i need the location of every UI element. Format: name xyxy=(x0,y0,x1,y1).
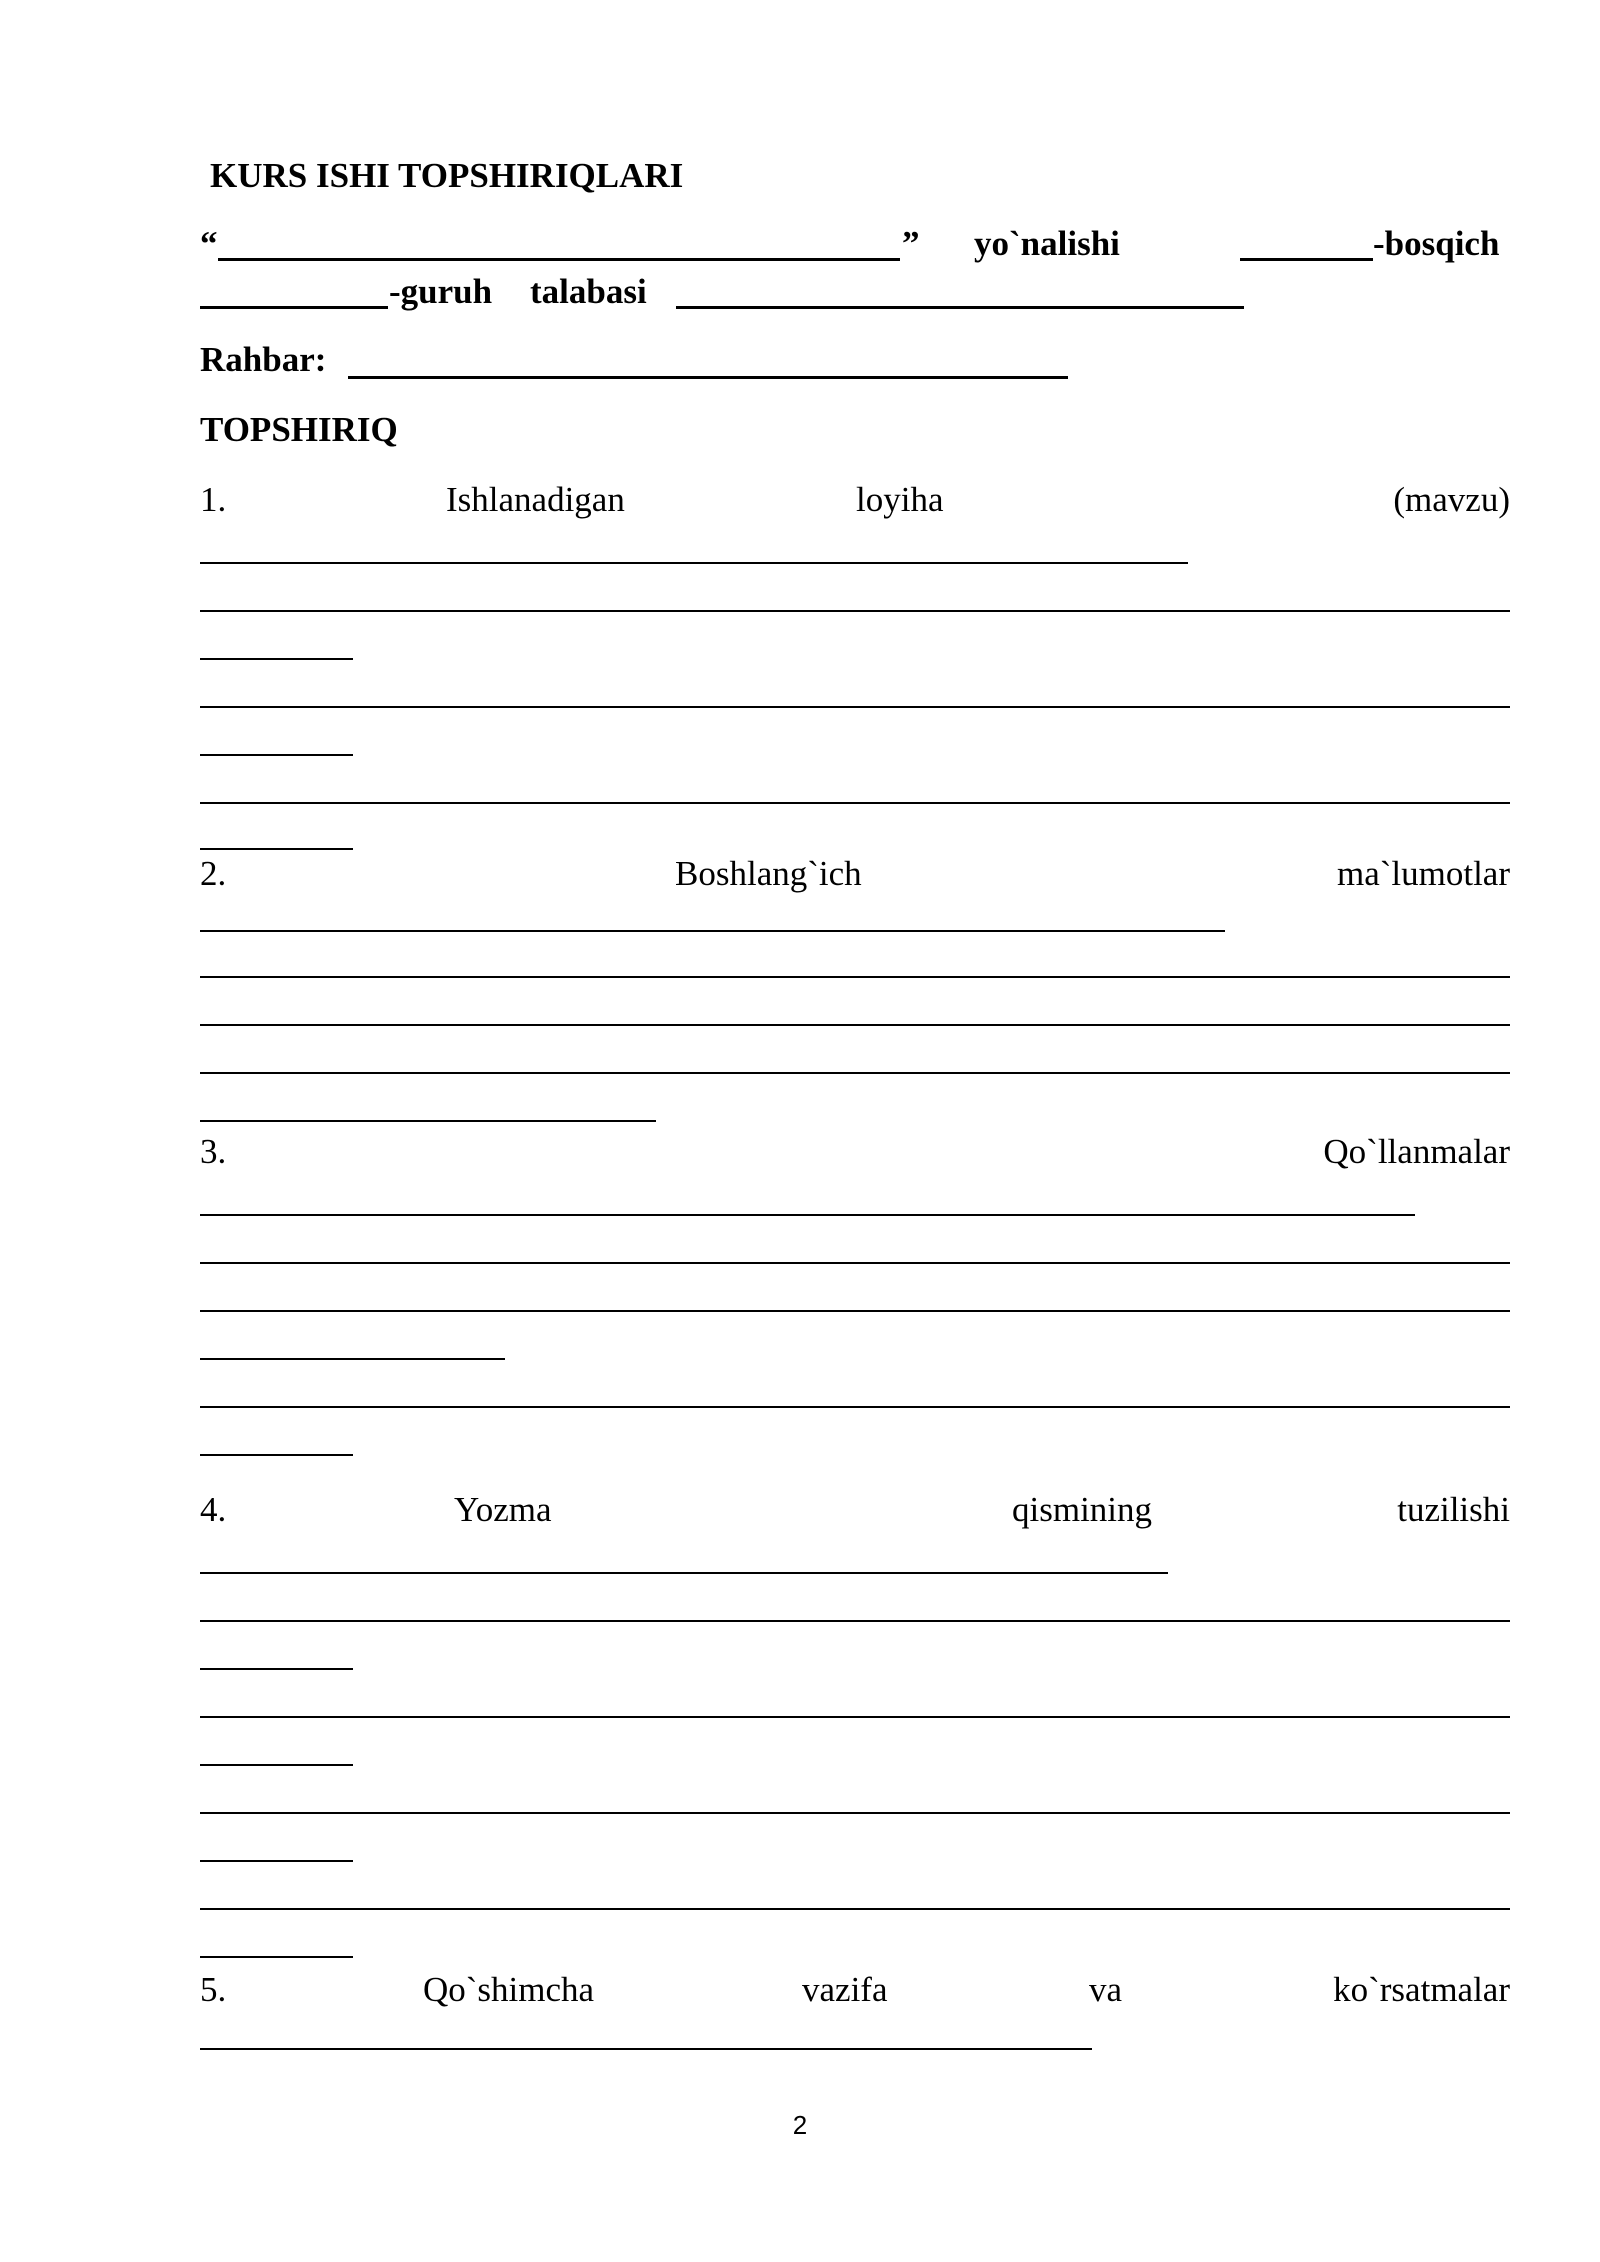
item-5-word-3: va xyxy=(1089,1970,1123,2009)
item-1-line-3[interactable] xyxy=(200,658,353,660)
item-4-line-4[interactable] xyxy=(200,1716,1510,1718)
direction-label: yo`nalishi xyxy=(974,224,1120,263)
item-2-line-2[interactable] xyxy=(200,976,1510,978)
item-3-line-1[interactable] xyxy=(200,1214,1415,1216)
item-3-line-5[interactable] xyxy=(200,1406,1510,1408)
item-1-word-2: loyiha xyxy=(856,480,944,519)
student-label: talabasi xyxy=(530,272,647,311)
item-4-line-5[interactable] xyxy=(200,1764,353,1766)
close-quote: ” xyxy=(902,224,920,263)
student-name-blank[interactable] xyxy=(676,306,1244,309)
page-number: 2 xyxy=(792,2110,808,2140)
item-2-word-1: Boshlang`ich xyxy=(675,854,862,893)
item-4-line-6[interactable] xyxy=(200,1812,1510,1814)
supervisor-name-blank[interactable] xyxy=(348,376,1068,379)
item-3-line-4[interactable] xyxy=(200,1358,505,1360)
item-1-line-6[interactable] xyxy=(200,802,1510,804)
stage-blank[interactable] xyxy=(1240,258,1373,261)
item-4-line-9[interactable] xyxy=(200,1956,353,1958)
item-1-word-3: (mavzu) xyxy=(1393,480,1510,519)
open-quote: “ xyxy=(200,224,218,263)
item-5-number: 5. xyxy=(200,1970,227,2009)
item-1-line-7[interactable] xyxy=(200,848,353,850)
item-4-line-3[interactable] xyxy=(200,1668,353,1670)
item-1-line-4[interactable] xyxy=(200,706,1510,708)
item-2-line-5[interactable] xyxy=(200,1120,656,1122)
item-1-line-5[interactable] xyxy=(200,754,353,756)
item-5-word-2: vazifa xyxy=(802,1970,888,2009)
item-1-number: 1. xyxy=(200,480,227,519)
item-1-word-1: Ishlanadigan xyxy=(446,480,625,519)
group-label: -guruh xyxy=(389,272,493,311)
task-heading: TOPSHIRIQ xyxy=(200,410,398,449)
item-3-word-1: Qo`llanmalar xyxy=(1323,1132,1510,1171)
direction-name-blank[interactable] xyxy=(218,258,900,261)
item-3-line-6[interactable] xyxy=(200,1454,353,1456)
stage-label: -bosqich xyxy=(1373,224,1500,263)
item-3-number: 3. xyxy=(200,1132,227,1171)
item-4-word-1: Yozma xyxy=(454,1490,552,1529)
item-4-word-3: tuzilishi xyxy=(1397,1490,1510,1529)
item-5-line-1[interactable] xyxy=(200,2048,1092,2050)
item-2-word-2: ma`lumotlar xyxy=(1336,854,1510,893)
item-1-line-2[interactable] xyxy=(200,610,1510,612)
item-2-number: 2. xyxy=(200,854,227,893)
item-5-word-1: Qo`shimcha xyxy=(423,1970,595,2009)
item-3-line-2[interactable] xyxy=(200,1262,1510,1264)
supervisor-label: Rahbar: xyxy=(200,340,327,379)
group-blank[interactable] xyxy=(200,306,388,309)
item-2-line-4[interactable] xyxy=(200,1072,1510,1074)
item-4-word-2: qismining xyxy=(1012,1490,1153,1529)
item-2-line-1[interactable] xyxy=(200,930,1225,932)
item-4-line-7[interactable] xyxy=(200,1860,353,1862)
item-3-line-3[interactable] xyxy=(200,1310,1510,1312)
document-title: KURS ISHI TOPSHIRIQLARI xyxy=(210,156,684,195)
item-4-line-2[interactable] xyxy=(200,1620,1510,1622)
item-4-line-1[interactable] xyxy=(200,1572,1168,1574)
item-4-number: 4. xyxy=(200,1490,227,1529)
item-2-line-3[interactable] xyxy=(200,1024,1510,1026)
item-1-line-1[interactable] xyxy=(200,562,1188,564)
item-5-word-4: ko`rsatmalar xyxy=(1333,1970,1510,2009)
item-4-line-8[interactable] xyxy=(200,1908,1510,1910)
